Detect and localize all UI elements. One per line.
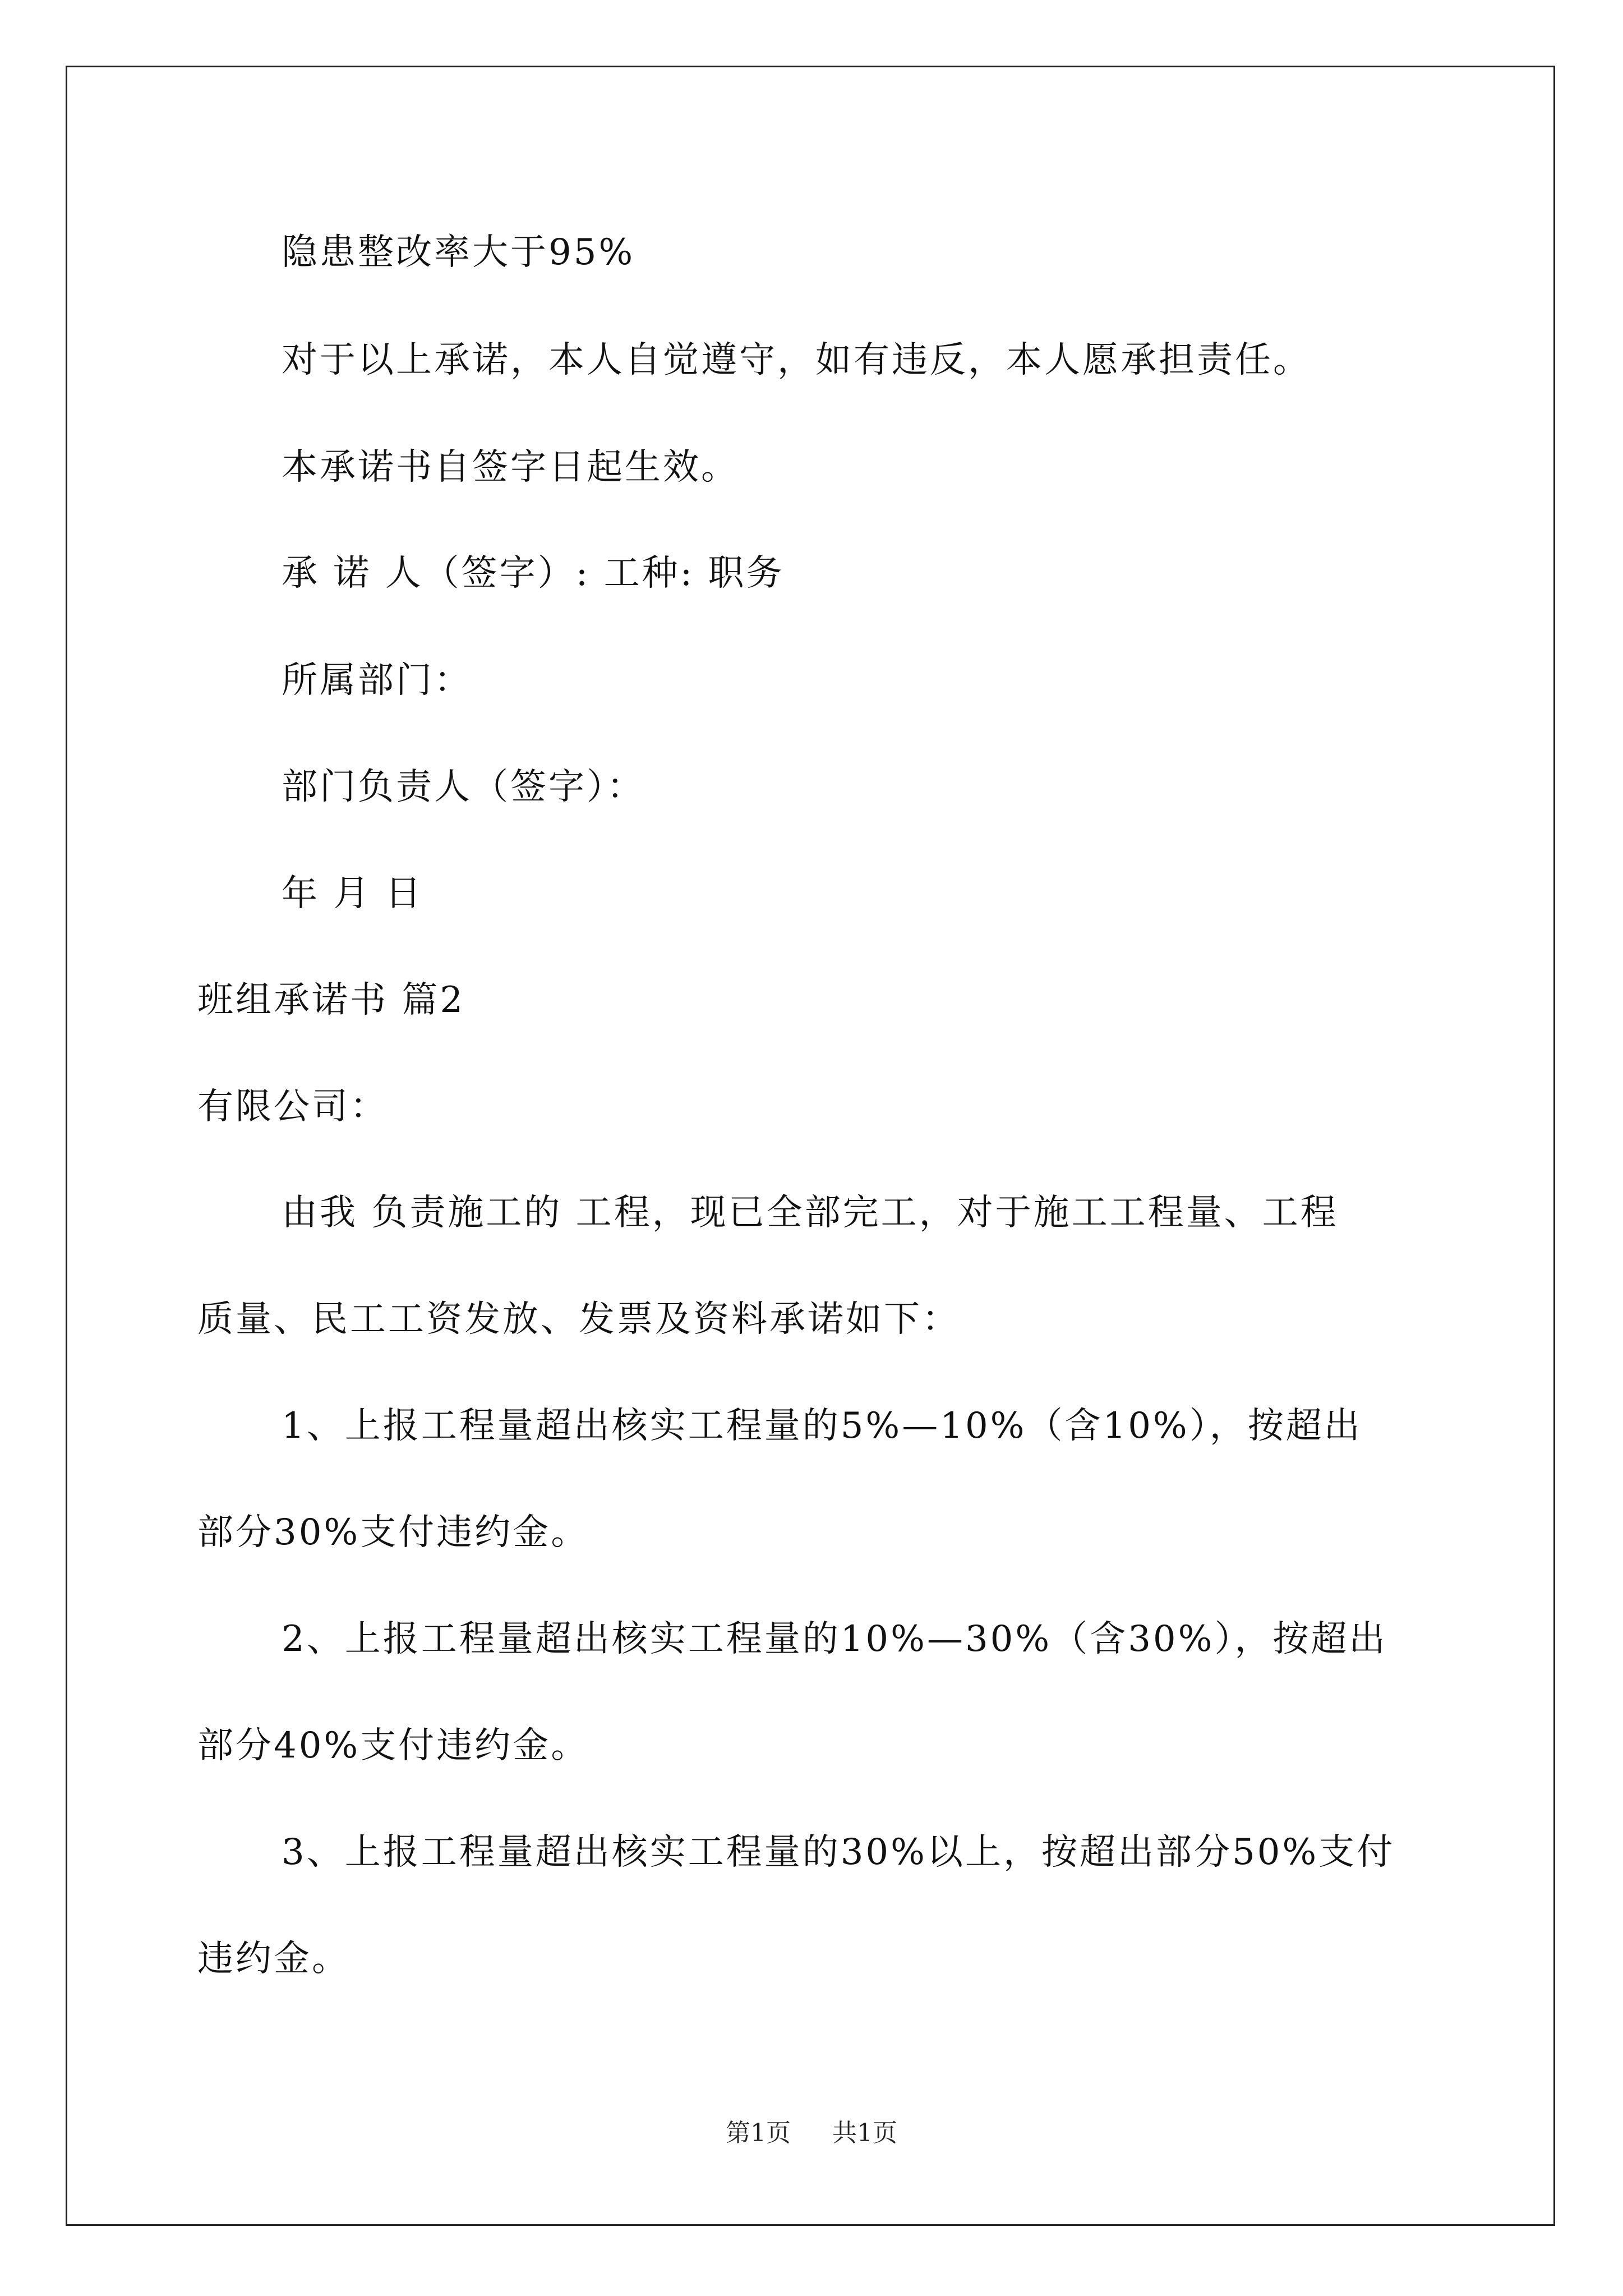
text-line-department: 所属部门：	[282, 660, 472, 701]
text-line-pledge-compliance: 对于以上承诺，本人自觉遵守，如有违反，本人愿承担责任。	[282, 339, 1311, 381]
text-line-clause-3b: 违约金。	[197, 1938, 350, 1980]
text-line-clause-2b: 部分40%支付违约金。	[197, 1725, 589, 1766]
page-number: 第1页	[726, 2119, 791, 2147]
text-line-clause-2a: 2、上报工程量超出核实工程量的10%—30%（含30%），按超出	[282, 1618, 1387, 1660]
text-line-clause-3a: 3、上报工程量超出核实工程量的30%以上，按超出部分50%支付	[282, 1832, 1395, 1873]
text-line-company: 有限公司：	[197, 1086, 388, 1128]
text-line-intro-1: 由我 负责施工的 工程，现已全部完工，对于施工工程量、工程	[282, 1192, 1339, 1234]
text-line-clause-1b: 部分30%支付违约金。	[197, 1512, 589, 1553]
text-line-effective-date: 本承诺书自签字日起生效。	[282, 447, 739, 488]
text-line-date: 年 月 日	[282, 873, 423, 914]
page-total: 共1页	[832, 2119, 897, 2147]
page-footer	[0, 2118, 1623, 2149]
text-line-department-head: 部门负责人（签字）：	[282, 766, 645, 808]
page-frame	[66, 66, 1555, 2226]
text-line-rectification-rate: 隐患整改率大于95%	[282, 232, 635, 273]
text-line-signatory: 承 诺 人（签字）: 工种: 职务	[282, 553, 785, 594]
section-heading: 班组承诺书 篇2	[197, 979, 465, 1021]
text-line-clause-1a: 1、上报工程量超出核实工程量的5%—10%（含10%），按超出	[282, 1405, 1362, 1447]
text-line-intro-2: 质量、民工工资发放、发票及资料承诺如下：	[197, 1299, 960, 1340]
